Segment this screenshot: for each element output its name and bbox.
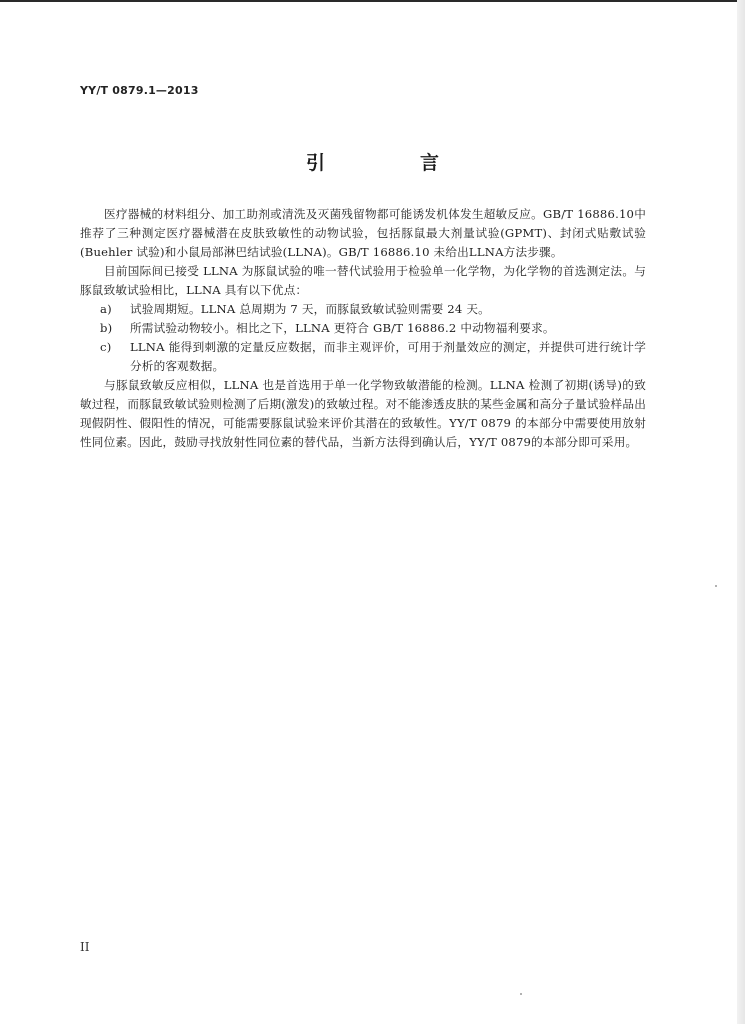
advantages-list xyxy=(80,300,646,376)
list-item xyxy=(80,319,646,338)
list-item-text: 试验周期短。LLNA 总周期为 7 天，而豚鼠致敏试验则需要 24 天。 xyxy=(130,302,490,316)
paragraph-2: 目前国际间已接受 LLNA 为豚鼠试验的唯一替代试验用于检验单一化学物，为化学物的首选测定法。与豚鼠致敏试验相比，LLNA 具有以下优点： xyxy=(80,264,646,297)
list-item-text: LLNA 能得到刺激的定量反应数据，而非主观评价，可用于剂量效应的测定，并提供可进行统计学分析的客观数据。 xyxy=(130,340,646,373)
scan-speck xyxy=(715,585,717,587)
list-item-text: 所需试验动物较小。相比之下，LLNA 更符合 GB/T 16886.2 中动物福利要求。 xyxy=(130,321,555,335)
list-item xyxy=(80,300,646,319)
introduction-body xyxy=(80,205,646,452)
paragraph-1: 医疗器械的材料组分、加工助剂或清洗及灭菌残留物都可能诱发机体发生超敏反应。GB/T 16886.10中推荐了三种测定医疗器械潜在皮肤致敏性的动物试验，包括豚鼠最大剂量试验(GPMT)、封闭式贴敷试验(Buehler 试验)和小鼠局部淋巴结试验(LLNA)。GB/T 16886.10 未给出LLNA方法步骤。 xyxy=(80,207,646,259)
scan-speck xyxy=(520,993,522,995)
list-marker: c) xyxy=(100,340,112,354)
list-marker: b) xyxy=(100,321,113,335)
standard-number: YY/T 0879.1—2013 xyxy=(80,84,199,97)
list-item xyxy=(80,338,646,376)
closing-paragraph: 与豚鼠致敏反应相似，LLNA 也是首选用于单一化学物致敏潜能的检测。LLNA 检测了初期(诱导)的致敏过程，而豚鼠致敏试验则检测了后期(激发)的致敏过程。对不能渗透皮肤的某些金属和高分子量试验样品出现假阴性、假阳性的情况，可能需要豚鼠试验来评价其潜在的致敏性。YY/T 0879 的本部分中需要使用放射性同位素。因此，鼓励寻找放射性同位素的替代品，当新方法得到确认后，YY/T 0879的本部分即可采用。 xyxy=(80,378,646,449)
page-number: II xyxy=(80,940,90,954)
list-marker: a) xyxy=(100,302,112,316)
scan-edge-top xyxy=(0,0,745,2)
page-title: 引 言 xyxy=(305,152,477,174)
